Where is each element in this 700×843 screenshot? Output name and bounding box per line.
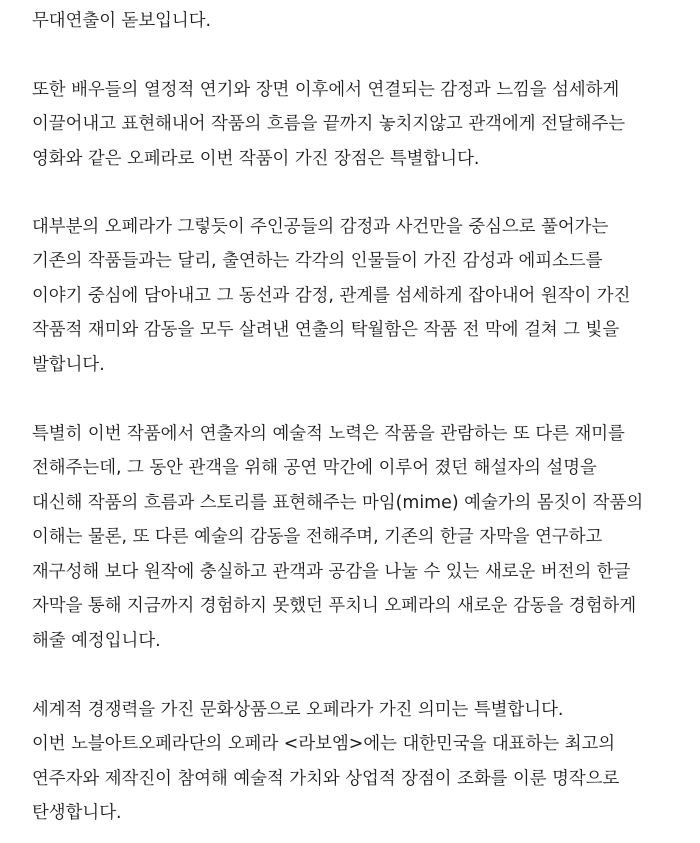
text-line: 특별히 이번 작품에서 연출자의 예술적 노력은 작품을 관람하는 또 다른 재미를 (32, 424, 625, 444)
text-line: 발합니다. (32, 355, 105, 375)
text-line: 이번 노블아트오페라단의 오페라 <라보엠>에는 대한민국을 대표하는 최고의 (32, 734, 616, 754)
text-line: 전해주는데, 그 동안 관객을 위해 공연 막간에 이루어 졌던 해설자의 설명을 (32, 458, 597, 478)
text-line: 이야기 중심에 담아내고 그 동선과 감정, 관계를 섬세하게 잡아내어 원작이 가진 (32, 286, 631, 306)
text-line: 세계적 경쟁력을 가진 문화상품으로 오페라가 가진 의미는 특별합니다. (32, 700, 564, 720)
text-line: 또한 배우들의 열정적 연기와 장면 이후에서 연결되는 감정과 느낌을 섬세하게 (32, 80, 620, 100)
text-line: 연주자와 제작진이 참여해 예술적 가치와 상업적 장점이 조화를 이룬 명작으로 (32, 769, 620, 789)
text-line: 해줄 예정입니다. (32, 631, 161, 651)
text-line: 이해는 물론, 또 다른 예술의 감동을 전해주며, 기존의 한글 자막을 연구하고 (32, 527, 603, 547)
text-line: 자막을 통해 지금까지 경험하지 못했던 푸치니 오페라의 새로운 감동을 경험하게 (32, 596, 637, 616)
text-line: 대신해 작품의 흐름과 스토리를 표현해주는 마임(mime) 예술가의 몸짓이 작품의 (32, 493, 644, 513)
text-line: 탄생합니다. (32, 803, 122, 823)
text-line: 대부분의 오페라가 그렇듯이 주인공들의 감정과 사건만을 중심으로 풀어가는 (32, 217, 609, 237)
text-line: 영화와 같은 오페라로 이번 작품이 가진 장점은 특별합니다. (32, 149, 480, 169)
text-line: 작품적 재미와 감동을 모두 살려낸 연출의 탁월함은 작품 전 막에 걸쳐 그 빛을 (32, 320, 620, 340)
text-line: 기존의 작품들과는 달리, 출연하는 각각의 인물들이 가진 감성과 에피소드를 (32, 251, 603, 271)
text-line: 무대연출이 돋보입니다. (32, 11, 212, 31)
text-line: 재구성해 보다 원작에 충실하고 관객과 공감을 나눌 수 있는 새로운 버전의 한글 (32, 562, 631, 582)
text-line: 이끌어내고 표현해내어 작품의 흐름을 끝까지 놓치지않고 관객에게 전달해주는 (32, 114, 626, 134)
